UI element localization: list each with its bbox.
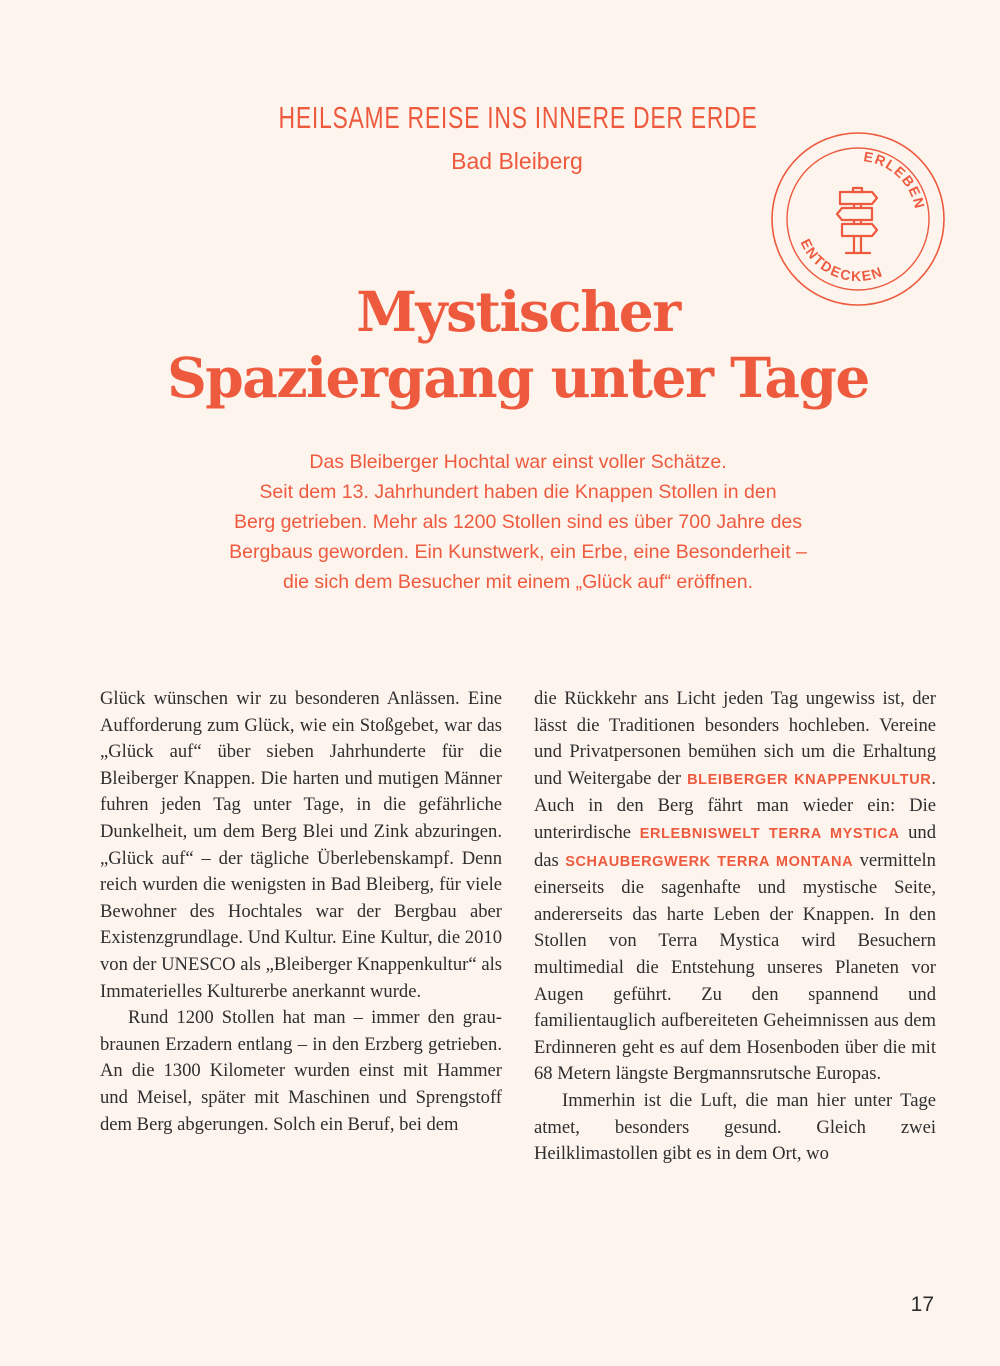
intro-line: Bergbaus geworden. Ein Kunstwerk, ein Erbe, eine Besonderheit – xyxy=(229,541,807,563)
headline-line-2: Spaziergang unter Tage xyxy=(167,345,869,410)
intro-line: Seit dem 13. Jahrhundert haben die Knappen Stollen in den xyxy=(259,481,777,503)
svg-text:ENTDECKEN xyxy=(798,236,886,284)
body-text: die Rückkehr ans Licht jeden Tag ungewiss ist, der lässt die Traditionen besonders hochleben. Vereine und Privatpersonen bemühen sich um die Erhaltung und Weitergabe der xyxy=(534,688,936,789)
highlight-terra-mystica: ERLEBNISWELT TERRA MYSTICA xyxy=(639,825,900,842)
badge-top-text: ERLEBEN xyxy=(862,148,929,212)
body-text: vermitteln einerseits die sagenhafte und mystische Seite, andererseits das harte Leben der Knappen. In den Stollen von Terra Mystica wird Besuchern multimedial die Entstehung unseres Planeten vor Augen geführt. Zu den spannend und familientauglich aufbereiteten Geheimnissen aus dem Erdinneren geht es auf dem Hosenboden über die mit 68 Metern längste Bergmannsrutsche Europas. xyxy=(534,849,936,1085)
section-kicker: HEILSAME REISE INS INNERE DER ERDE xyxy=(278,100,758,135)
body-column-right xyxy=(534,686,936,1168)
article-headline xyxy=(0,279,1000,411)
intro-line: Das Bleiberger Hochtal war einst voller Schätze. xyxy=(309,451,727,473)
body-text: und das xyxy=(534,821,936,871)
intro-line: Berg getrieben. Mehr als 1200 Stollen sind es über 700 Jahre des xyxy=(233,511,803,533)
place-name: Bad Bleiberg xyxy=(451,148,583,174)
intro-line: die sich dem Besucher mit einem „Glück auf“ eröffnen. xyxy=(282,571,754,593)
page-number: 17 xyxy=(910,1293,934,1316)
body-paragraph xyxy=(534,686,936,1088)
body-paragraph: Glück wünschen wir zu besonderen Anlässen. Eine Aufforderung zum Glück, wie ein Stoßgebet, war das „Glück auf“ über sieben Jahrhunderte für die Bleiberger Knappen. Die harten und mutigen Männer fuhren jeden Tag unter Tage, in die gefährliche Dunkelheit, um dem Berg Blei und Zink abzuringen. „Glück auf“ – der tägliche Überlebenskampf. Denn reich wurden die wenigsten in Bad Bleiberg, für viele Bewohner des Hochtales war der Bergbau aber Existenzgrundlage. Und Kultur. Eine Kultur, die 2010 von der UNESCO als „Bleiberger Knappenkultur“ als Immaterielles Kulturerbe anerkannt wurde. xyxy=(100,688,502,1002)
body-paragraph: Rund 1200 Stollen hat man – immer den grau-braunen Erzadern entlang – in den Erzberg getrieben. An die 1300 Kilometer wurden einst mit Hammer und Meisel, später mit Maschinen und Sprengstoff dem Berg abgerungen. Solch ein Beruf, bei dem xyxy=(100,1007,502,1135)
signpost-icon xyxy=(837,188,877,253)
body-text: . Auch in den Berg fährt man wieder ein: Die unterirdische xyxy=(534,767,936,843)
headline-line-1: Mystischer xyxy=(356,279,680,344)
body-paragraph: Immerhin ist die Luft, die man hier unter Tage atmet, besonders gesund. Gleich zwei Heilklimastollen gibt es in dem Ort, wo xyxy=(534,1089,936,1165)
highlight-knappenkultur: BLEIBERGER KNAPPENKULTUR xyxy=(687,771,932,788)
intro-paragraph xyxy=(0,447,1000,597)
highlight-terra-montana: SCHAUBERGWERK TERRA MONTANA xyxy=(565,853,854,870)
body-column-left xyxy=(100,686,502,1138)
badge-bottom-text: ENTDECKEN xyxy=(797,236,886,285)
